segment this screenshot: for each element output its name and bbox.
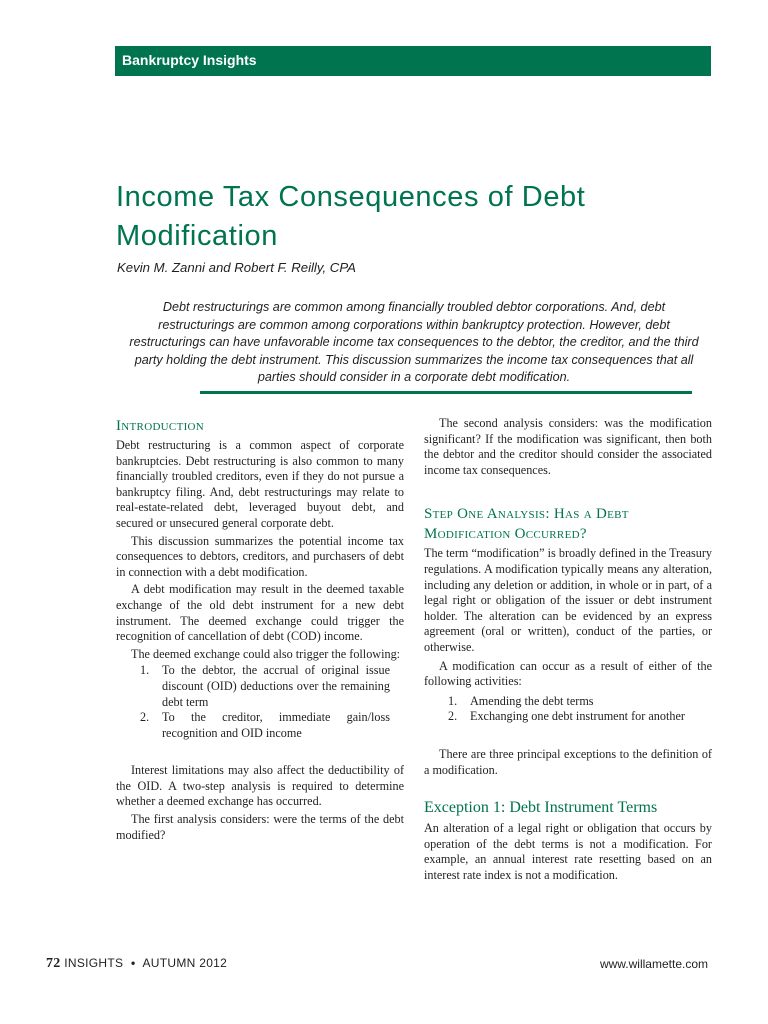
paragraph: Interest limitations may also affect the deductibility of the OID. A two-step analysis is required to determine whether a deemed exchange has occurred. xyxy=(116,763,404,809)
left-column xyxy=(116,416,404,843)
list-item xyxy=(424,709,712,725)
subheading-exception-1: Exception 1: Debt Instrument Terms xyxy=(424,799,658,817)
paragraph: Debt restructuring is a common aspect of corporate bankruptcies. Debt restructuring is also common to many financially troubled creditors, even if they do not pursue a bankruptcy filing. And, debt restructurings may relate to real-estate-related debt, leveraged buyout debt, and secured or unsecured general corporate debt. xyxy=(116,438,404,530)
list-number: 1. xyxy=(140,663,150,678)
list-number: 2. xyxy=(448,709,458,724)
article-title: Income Tax Consequences of Debt Modification xyxy=(116,181,586,252)
article-abstract: Debt restructurings are common among financially troubled debtor corporations. And, debt restructurings are common among corporations within bankruptcy protection. However, debt restructurings can have unfavorable income tax consequences to the debtor, the creditor, and the third party holding the debt instrument. This discussion summarizes the income tax consequences that all parties should consider in a corporate debt modification. xyxy=(129,300,699,384)
paragraph: A debt modification may result in the deemed taxable exchange of the old debt instrument for a new debt instrument. The deemed exchange could trigger the recognition of cancellation of debt (COD) income. xyxy=(116,582,404,644)
list-number: 1. xyxy=(448,693,458,708)
section-heading-step-one: Step One Analysis: Has a Debt Modification Occurred? xyxy=(424,506,629,543)
list-text: To the creditor, immediate gain/loss recognition and OID income xyxy=(162,710,390,740)
list-item xyxy=(116,663,404,710)
paragraph: The term “modification” is broadly defined in the Treasury regulations. A modification typically means any alteration, including any deletion or addition, in whole or in part, of a legal right or obligation of the issuer or debt instrument holder. The alteration can be evidenced by an express agreement (oral or written), conduct of the parties, or otherwise. xyxy=(424,546,712,654)
paragraph: The second analysis considers: was the modification significant? If the modification was significant, then both the debtor and the creditor should consider the associated income tax consequences. xyxy=(424,416,712,477)
list-number: 2. xyxy=(140,710,150,725)
paragraph: A modification can occur as a result of either of the following activities: xyxy=(424,658,712,689)
website-link[interactable]: www.willamette.com xyxy=(599,957,708,971)
page-number: 72 xyxy=(46,956,61,971)
section-banner xyxy=(115,46,711,76)
article-authors: Kevin M. Zanni and Robert F. Reilly, CPA xyxy=(117,260,356,275)
list-text: Exchanging one debt instrument for another xyxy=(470,709,685,724)
paragraph: This discussion summarizes the potential income tax consequences to debtors, creditors, and purchasers of debt in connection with a debt modification. xyxy=(116,533,404,579)
paragraph: There are three principal exceptions to the definition of a modification. xyxy=(424,746,712,777)
list-text: Amending the debt terms xyxy=(470,693,594,708)
list-text: To the debtor, the accrual of original issue discount (OID) deductions over the remaining debt term xyxy=(162,663,390,709)
footer-issue-info xyxy=(46,956,227,972)
abstract-divider xyxy=(200,391,692,394)
paragraph: An alteration of a legal right or obligation that occurs by operation of the debt terms is not a modification. For example, an annual interest rate resetting based on an interest rate index is not a modification. xyxy=(424,821,712,882)
paragraph: The first analysis considers: were the terms of the debt modified? xyxy=(116,812,404,842)
activity-list xyxy=(424,694,712,725)
section-label: Bankruptcy Insights xyxy=(122,52,257,68)
page-footer xyxy=(46,956,708,974)
section-heading-introduction: Introduction xyxy=(116,418,205,434)
publication-name: INSIGHTS xyxy=(64,956,124,970)
list-item xyxy=(116,710,404,741)
footer-bullet: • xyxy=(130,956,136,970)
paragraph: The deemed exchange could also trigger the following: xyxy=(131,646,401,661)
right-column xyxy=(424,416,712,883)
consequence-list xyxy=(116,663,404,741)
list-item xyxy=(424,694,712,710)
issue-label: AUTUMN 2012 xyxy=(142,956,228,970)
